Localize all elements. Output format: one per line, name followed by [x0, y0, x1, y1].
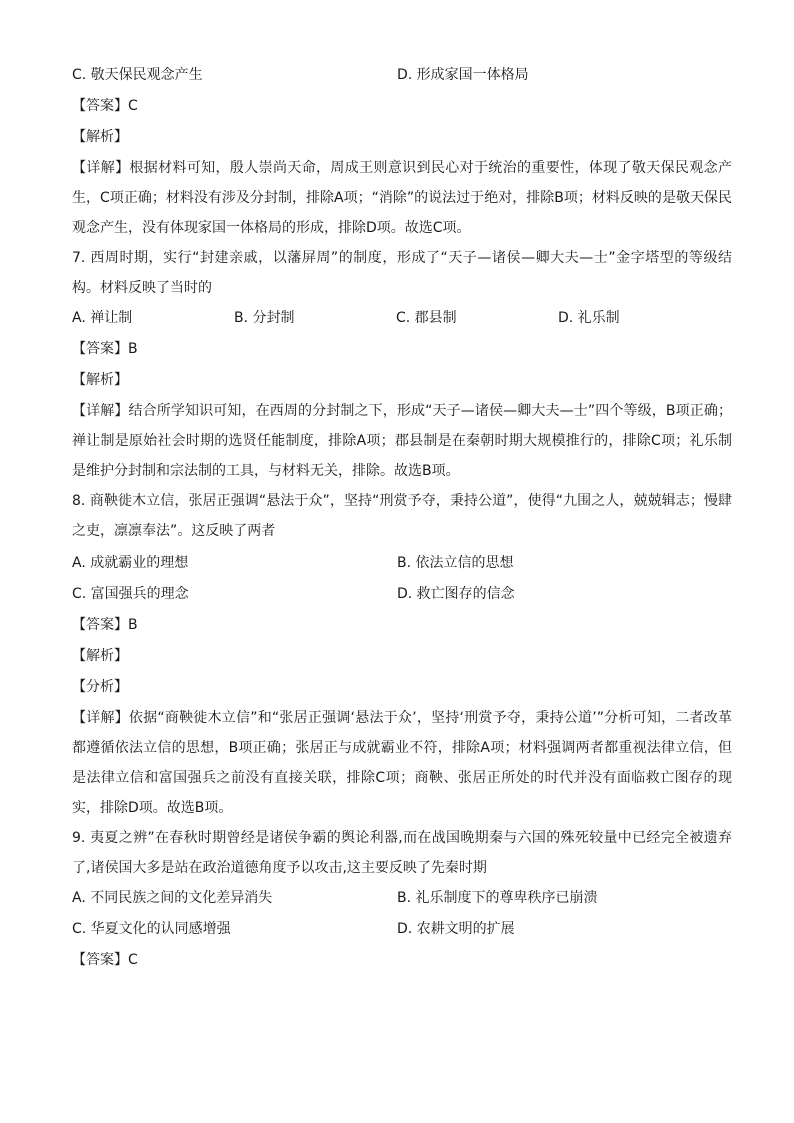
q6-detail: 【详解】根据材料可知，殷人崇尚天命，周成王则意识到民心对于统治的重要性，体现了敬天保民观念产生，C项正确；材料没有涉及分封制，排除A项；“消除”的说法过于绝对，排除B项；材料反映的是敬天保民观念产生，没有体现家国一体格局的形成，排除D项。故选C项。: [72, 160, 732, 236]
q8-fenxi-label: 【分析】: [72, 679, 128, 695]
q6-option-c: C. 敬天保民观念产生: [72, 67, 203, 83]
q6-option-d: D. 形成家国一体格局: [397, 67, 529, 83]
q6-options-row: [72, 60, 732, 91]
document-page: [72, 60, 732, 976]
q8-option-c: C. 富国强兵的理念: [72, 586, 189, 602]
q7-option-d: D. 礼乐制: [558, 310, 620, 326]
q7-option-a: A. 禅让制: [72, 310, 133, 326]
q8-options-row-2: [72, 579, 732, 610]
q8-stem: 8. 商鞅徙木立信，张居正强调“悬法于众”，坚持“刑赏予夺，秉持公道”，使得“九围之人，兢兢辑志；慢肆之吏，凛凛奉法”。这反映了两者: [72, 493, 732, 539]
q7-detail: 【详解】结合所学知识可知，在西周的分封制之下，形成“天子—诸侯—卿大夫—士”四个等级，B项正确；禅让制是原始社会时期的选贤任能制度，排除A项；郡县制是在秦朝时期大规模推行的，排除C项；礼乐制是维护分封制和宗法制的工具，与材料无关，排除。故选B项。: [72, 403, 732, 479]
q8-option-a: A. 成就霸业的理想: [72, 555, 189, 571]
q7-stem: 7. 西周时期，实行“封建亲戚，以藩屏周”的制度，形成了“天子—诸侯—卿大夫—士”金字塔型的等级结构。材料反映了当时的: [72, 250, 732, 296]
q8-analysis-label: 【解析】: [72, 648, 128, 664]
q8-option-b: B. 依法立信的思想: [397, 555, 514, 571]
q9-option-a: A. 不同民族之间的文化差异消失: [72, 890, 273, 906]
q9-option-c: C. 华夏文化的认同感增强: [72, 921, 231, 937]
q9-stem: 9. 夷夏之辨”在春秋时期曾经是诸侯争霸的舆论利器,而在战国晚期秦与六国的殊死较量中已经完全被遗弃了,诸侯国大多是站在政治道德角度予以攻击,这主要反映了先秦时期: [72, 830, 732, 876]
q9-option-b: B. 礼乐制度下的尊卑秩序已崩溃: [397, 890, 598, 906]
q7-option-c: C. 郡县制: [396, 310, 457, 326]
q7-analysis-label: 【解析】: [72, 372, 128, 388]
q8-option-d: D. 救亡图存的信念: [397, 586, 515, 602]
q9-options-row-1: [72, 883, 732, 914]
q9-option-d: D. 农耕文明的扩展: [397, 921, 515, 937]
q7-option-b: B. 分封制: [234, 310, 295, 326]
q6-answer: 【答案】C: [72, 98, 138, 114]
q8-detail: 【详解】依据“商鞅徙木立信”和“张居正强调‘悬法于众’，坚持‘刑赏予夺，秉持公道’”分析可知，二者改革都遵循依法立信的思想，B项正确；张居正与成就霸业不符，排除A项；材料强调两者都重视法律立信，但是法律立信和富国强兵之前没有直接关联，排除C项；商鞅、张居正所处的时代并没有面临救亡图存的现实，排除D项。故选B项。: [72, 710, 732, 816]
q9-options-row-2: [72, 914, 732, 945]
q9-answer: 【答案】C: [72, 952, 138, 968]
q7-answer: 【答案】B: [72, 341, 138, 357]
q6-analysis-label: 【解析】: [72, 129, 128, 145]
q8-options-row-1: [72, 548, 732, 579]
q7-options-row: [72, 303, 732, 334]
q8-answer: 【答案】B: [72, 617, 138, 633]
